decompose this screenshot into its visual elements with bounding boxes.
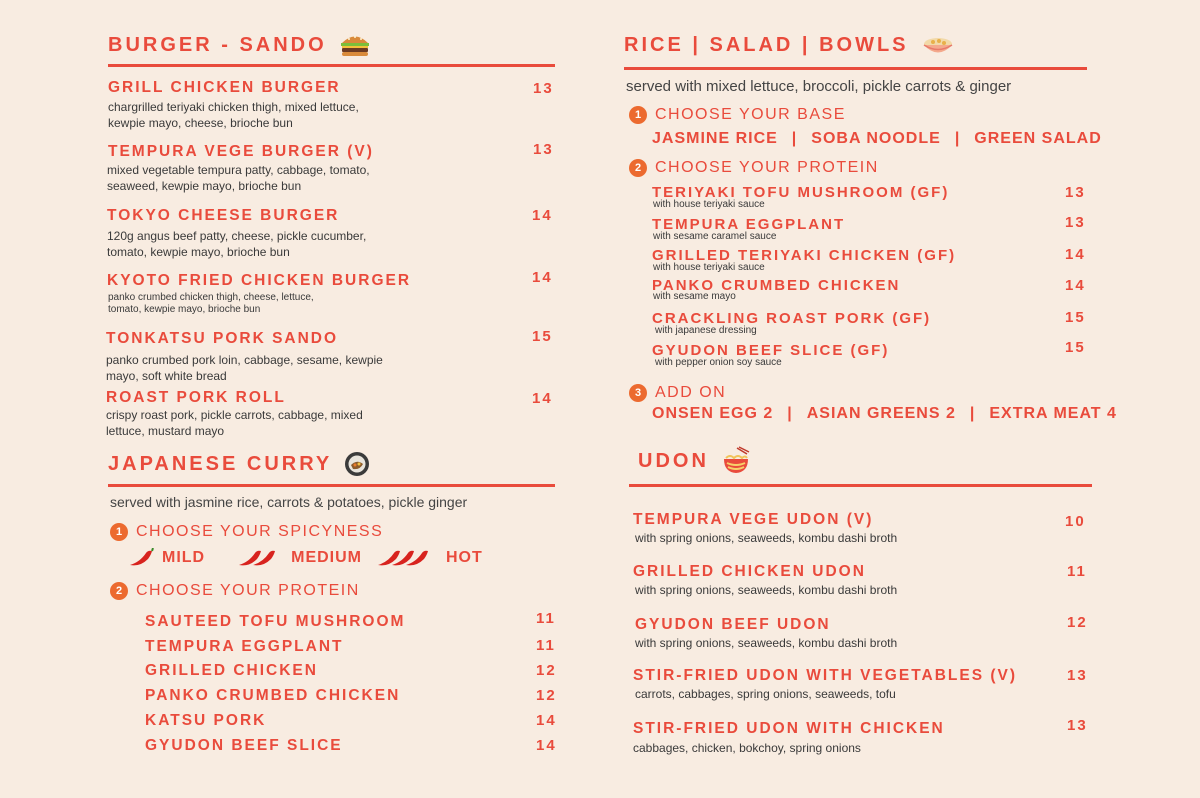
step-label: CHOOSE YOUR SPICYNESS xyxy=(136,523,384,540)
menu-item-name: GRILL CHICKEN BURGER xyxy=(108,79,341,96)
menu-item-price: 13 xyxy=(533,141,554,158)
menu-item-price: 15 xyxy=(532,328,553,345)
menu-item-name: TOKYO CHEESE BURGER xyxy=(107,207,340,224)
menu-item-price: 10 xyxy=(1065,513,1086,530)
step-number-badge: 3 xyxy=(629,384,647,402)
menu-item-price: 11 xyxy=(1067,563,1087,580)
rice-step-protein xyxy=(629,159,879,177)
udon-section-title xyxy=(638,446,751,476)
menu-item-price: 14 xyxy=(532,390,553,407)
menu-item-description: with spring onions, seaweeds, kombu dashi broth xyxy=(635,531,898,545)
curry-step-spicyness xyxy=(110,523,383,541)
menu-item-description: panko crumbed chicken thigh, cheese, lettuce, tomato, kewpie mayo, brioche bun xyxy=(108,292,314,315)
rice-protein-name: TERIYAKI TOFU MUSHROOM (GF) xyxy=(652,184,950,201)
curry-protein-name: SAUTEED TOFU MUSHROOM xyxy=(145,613,406,630)
rice-protein-name: PANKO CRUMBED CHICKEN xyxy=(652,277,901,294)
menu-item-name: TEMPURA VEGE BURGER (V) xyxy=(108,143,374,160)
menu-item-description: crispy roast pork, pickle carrots, cabbage, mixed lettuce, mustard mayo xyxy=(106,408,363,438)
menu-item-description: cabbages, chicken, bokchoy, spring onions xyxy=(633,741,861,755)
curry-protein-name: KATSU PORK xyxy=(145,712,267,729)
menu-item-price: 13 xyxy=(1067,667,1088,684)
spice-option-mild[interactable] xyxy=(128,548,205,568)
rice-protein-name: GRILLED TERIYAKI CHICKEN (GF) xyxy=(652,247,957,264)
menu-item-description: chargrilled teriyaki chicken thigh, mixed lettuce, kewpie mayo, cheese, brioche bun xyxy=(108,100,359,130)
menu-item-name: TONKATSU PORK SANDO xyxy=(106,330,339,347)
curry-protein-name: TEMPURA EGGPLANT xyxy=(145,638,344,655)
rice-title-text: RICE | SALAD | BOWLS xyxy=(624,33,909,56)
step-number-badge: 2 xyxy=(629,159,647,177)
rice-section-title xyxy=(624,32,955,58)
menu-item-price: 14 xyxy=(532,207,553,224)
rice-protein-price: 13 xyxy=(1065,184,1086,201)
step-number-badge: 1 xyxy=(110,523,128,541)
step-number-badge: 1 xyxy=(629,106,647,124)
curry-protein-price: 11 xyxy=(536,637,556,654)
menu-item-name: TEMPURA VEGE UDON (V) xyxy=(633,511,874,528)
rice-protein-name: TEMPURA EGGPLANT xyxy=(652,216,846,233)
step-number-badge: 2 xyxy=(110,582,128,600)
separator: | xyxy=(791,130,798,147)
base-option[interactable]: GREEN SALAD xyxy=(974,130,1102,147)
curry-title-text: JAPANESE CURRY xyxy=(108,452,333,475)
menu-item-description: 120g angus beef patty, cheese, pickle cucumber, tomato, kewpie mayo, brioche bun xyxy=(107,229,367,259)
spice-label: HOT xyxy=(446,549,483,566)
rice-protein-price: 14 xyxy=(1065,277,1086,294)
curry-protein-price: 12 xyxy=(536,662,557,679)
rice-step-base xyxy=(629,106,846,124)
menu-item-price: 14 xyxy=(532,269,553,286)
chili-pepper-icon xyxy=(128,548,154,568)
base-option[interactable]: SOBA NOODLE xyxy=(811,130,941,147)
separator: | xyxy=(787,405,793,422)
menu-item-price: 12 xyxy=(1067,614,1088,631)
chili-pepper-icon xyxy=(237,548,277,568)
spice-label: MILD xyxy=(162,549,206,566)
rice-protein-price: 15 xyxy=(1065,339,1086,356)
rice-bowl-icon xyxy=(921,32,955,58)
curry-bowl-icon xyxy=(344,451,370,477)
rice-protein-name: GYUDON BEEF SLICE (GF) xyxy=(652,342,890,359)
burger-section-title xyxy=(108,32,371,58)
menu-item-name: KYOTO FRIED CHICKEN BURGER xyxy=(107,272,412,289)
menu-item-description: with spring onions, seaweeds, kombu dashi broth xyxy=(635,583,898,597)
chili-pepper-icon xyxy=(376,548,432,568)
curry-protein-price: 11 xyxy=(536,610,556,627)
base-option[interactable]: JASMINE RICE xyxy=(652,130,778,147)
udon-divider xyxy=(629,484,1092,487)
curry-protein-name: GRILLED CHICKEN xyxy=(145,662,318,679)
curry-protein-price: 14 xyxy=(536,712,557,729)
rice-protein-description: with japanese dressing xyxy=(655,325,757,336)
menu-item-description: with spring onions, seaweeds, kombu dashi broth xyxy=(635,636,898,650)
rice-protein-price: 14 xyxy=(1065,246,1086,263)
burger-icon xyxy=(339,32,371,58)
rice-protein-name: CRACKLING ROAST PORK (GF) xyxy=(652,310,932,327)
udon-title-text: UDON xyxy=(638,449,709,472)
curry-protein-price: 12 xyxy=(536,687,557,704)
menu-item-description: mixed vegetable tempura patty, cabbage, tomato, seaweed, kewpie mayo, brioche bun xyxy=(107,163,370,193)
spice-option-medium[interactable] xyxy=(237,548,362,568)
menu-item-name: GYUDON BEEF UDON xyxy=(635,616,831,633)
addon-option[interactable]: EXTRA MEAT 4 xyxy=(989,405,1117,422)
rice-protein-price: 15 xyxy=(1065,309,1086,326)
spice-option-hot[interactable] xyxy=(376,548,483,568)
burger-title-text: BURGER - SANDO xyxy=(108,33,327,56)
curry-protein-name: GYUDON BEEF SLICE xyxy=(145,737,343,754)
rice-subtitle: served with mixed lettuce, broccoli, pickle carrots & ginger xyxy=(626,78,1012,95)
curry-step-protein xyxy=(110,582,360,600)
menu-item-name: STIR-FRIED UDON WITH CHICKEN xyxy=(633,720,945,737)
burger-divider xyxy=(108,64,555,67)
curry-section-title xyxy=(108,451,370,477)
step-label: CHOOSE YOUR PROTEIN xyxy=(136,582,360,599)
rice-protein-description: with sesame mayo xyxy=(653,291,736,302)
rice-protein-description: with house teriyaki sauce xyxy=(653,262,765,273)
step-label: ADD ON xyxy=(655,384,727,401)
menu-item-name: ROAST PORK ROLL xyxy=(106,389,286,406)
rice-protein-description: with sesame caramel sauce xyxy=(653,231,777,242)
base-options xyxy=(652,130,1102,148)
curry-protein-name: PANKO CRUMBED CHICKEN xyxy=(145,687,401,704)
step-label: CHOOSE YOUR BASE xyxy=(655,106,846,123)
addon-option[interactable]: ONSEN EGG 2 xyxy=(652,405,774,422)
menu-item-description: carrots, cabbages, spring onions, seaweeds, tofu xyxy=(635,687,896,701)
rice-divider xyxy=(624,67,1087,70)
menu-item-description: panko crumbed pork loin, cabbage, sesame, kewpie mayo, soft white bread xyxy=(106,353,383,383)
spice-label: MEDIUM xyxy=(291,549,362,566)
addon-options xyxy=(652,405,1117,423)
menu-item-name: STIR-FRIED UDON WITH VEGETABLES (V) xyxy=(633,667,1018,684)
noodle-bowl-icon xyxy=(721,446,751,476)
menu-item-price: 13 xyxy=(1067,717,1088,734)
separator: | xyxy=(969,405,976,422)
curry-divider xyxy=(108,484,555,487)
rice-protein-description: with house teriyaki sauce xyxy=(653,199,765,210)
menu-item-price: 13 xyxy=(533,80,554,97)
rice-protein-price: 13 xyxy=(1065,214,1086,231)
menu-item-name: GRILLED CHICKEN UDON xyxy=(633,563,866,580)
rice-protein-description: with pepper onion soy sauce xyxy=(655,357,782,368)
spice-level-options xyxy=(128,548,483,568)
curry-subtitle: served with jasmine rice, carrots & potatoes, pickle ginger xyxy=(110,494,468,510)
curry-protein-price: 14 xyxy=(536,737,557,754)
separator: | xyxy=(954,130,961,147)
addon-option[interactable]: ASIAN GREENS 2 xyxy=(806,405,956,422)
step-label: CHOOSE YOUR PROTEIN xyxy=(655,159,879,176)
rice-step-addon xyxy=(629,384,726,402)
